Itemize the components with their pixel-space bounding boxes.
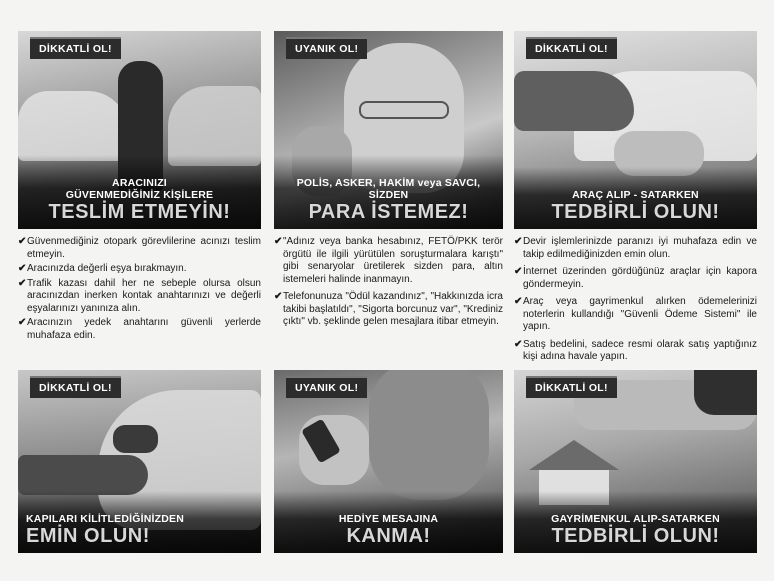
advice-item [514, 296, 757, 334]
car-photo [18, 91, 128, 161]
woman-photo [369, 370, 489, 500]
hand-key-photo [18, 455, 148, 495]
panel-caption [514, 167, 757, 229]
advice-item [514, 236, 757, 261]
advice-text: Satış bedelini, sadece resmi olarak satış yaptığınız kişi adına havale yapın. [523, 338, 757, 362]
panel-gift-message [274, 370, 503, 553]
warning-tag: DİKKATLİ OL! [526, 37, 617, 59]
advice-text: "Adınız veya banka hesabınız, FETÖ/PKK terör örgütü ile ilgili yürütülen soruşturmalara karıştı" gibi senaryolar üretilerek sizden para, altın istemeleri halinde inanmayın. [283, 236, 503, 285]
warning-tag: DİKKATLİ OL! [526, 376, 617, 398]
panel-phone-fraud [274, 31, 503, 229]
advice-item [514, 266, 757, 291]
car-photo [168, 86, 261, 166]
advice-text: Devir işlemlerinizde paranızı iyi muhafaza edin ve takip edilmediğinizden emin olun. [523, 236, 757, 260]
caption-main: KANMA! [346, 525, 431, 547]
check-icon: ✔ [18, 277, 27, 289]
check-icon: ✔ [18, 317, 27, 328]
caption-sub: POLİS, ASKER, HAKİM veya SAVCI, SİZDEN [296, 177, 481, 201]
advice-item [514, 339, 757, 364]
caption-sub-text: ARACINIZI GÜVENMEDİĞİNİZ KİŞİLERE [65, 177, 214, 201]
check-icon: ✔ [18, 263, 27, 274]
suit-arm-photo [694, 370, 757, 415]
warning-tag: UYANIK OL! [286, 376, 367, 398]
caption-sub: ARAÇ ALIP - SATARKEN [572, 189, 699, 201]
advice-text: Güvenmediğiniz otopark görevlilerine acınızı teslim etmeyin. [27, 236, 261, 260]
house-roof-shape [529, 440, 619, 470]
warning-tag: UYANIK OL! [286, 37, 367, 59]
advice-column-sale [514, 236, 757, 366]
advice-item [18, 236, 261, 261]
advice-text: Araç veya gayrimenkul alırken ödemelerinizi noterlerin kullandığı "Güvenli Ödeme Sistemi" ile yapın. [523, 296, 757, 332]
panel-caption [274, 155, 503, 229]
advice-text: Trafik kazası dahil her ne sebeple olursa olsun aracınızdan inerken kontak anahtarınızı ve değerli eşyalarınızı yanınıza alın. [27, 277, 261, 314]
check-icon: ✔ [274, 291, 283, 302]
check-icon: ✔ [274, 236, 283, 247]
advice-item [18, 317, 261, 342]
advice-text: Aracınızın yedek anahtarını güvenli yerlerde muhafaza edin. [27, 317, 261, 341]
caption-sub: HEDİYE MESAJINA [338, 513, 439, 525]
caption-sub: GAYRİMENKUL ALIP-SATARKEN [551, 513, 720, 525]
caption-sub: KAPILARI KİLİTLEDİĞİNİZDEN [26, 513, 185, 525]
caption-main: PARA İSTEMEZ! [308, 201, 469, 223]
advice-text: Aracınızda değerli eşya bırakmayın. [27, 263, 187, 274]
panel-real-estate [514, 370, 757, 553]
mirror-photo [113, 425, 158, 453]
advice-item [274, 236, 503, 286]
panel-caption [18, 491, 261, 553]
check-icon: ✔ [18, 236, 27, 247]
warning-tag: DİKKATLİ OL! [30, 37, 121, 59]
check-icon: ✔ [514, 266, 523, 277]
caption-sub [26, 177, 253, 201]
caption-main: TESLİM ETMEYİN! [48, 201, 231, 223]
panel-caption [514, 491, 757, 553]
advice-column-phone [274, 236, 503, 331]
check-icon: ✔ [514, 296, 523, 307]
advice-item [18, 263, 261, 276]
advice-column-car [18, 236, 261, 344]
caption-main: EMİN OLUN! [26, 525, 150, 547]
advice-item [18, 278, 261, 316]
arm-photo [514, 71, 634, 131]
caption-main: TEDBİRLİ OLUN! [551, 201, 720, 223]
check-icon: ✔ [514, 338, 523, 350]
caption-main: TEDBİRLİ OLUN! [551, 525, 720, 547]
advice-text: Telefonunuza "Ödül kazandınız", "Hakkınızda icra takibi başlatıldı", "Sigorta borcunuz var", "Krediniz çıktı" vb. şeklinde gelen mesajlara itibar etmeyin. [283, 291, 503, 327]
glasses-shape [359, 101, 449, 119]
panel-car-valet [18, 31, 261, 229]
panel-caption [18, 155, 261, 229]
check-icon: ✔ [514, 236, 523, 247]
advice-text: İnternet üzerinden gördüğünüz araçlar için kapora göndermeyin. [523, 266, 757, 290]
panel-caption [274, 491, 503, 553]
panel-car-sale [514, 31, 757, 229]
panel-car-lock [18, 370, 261, 553]
warning-tag: DİKKATLİ OL! [30, 376, 121, 398]
advice-item [274, 291, 503, 329]
